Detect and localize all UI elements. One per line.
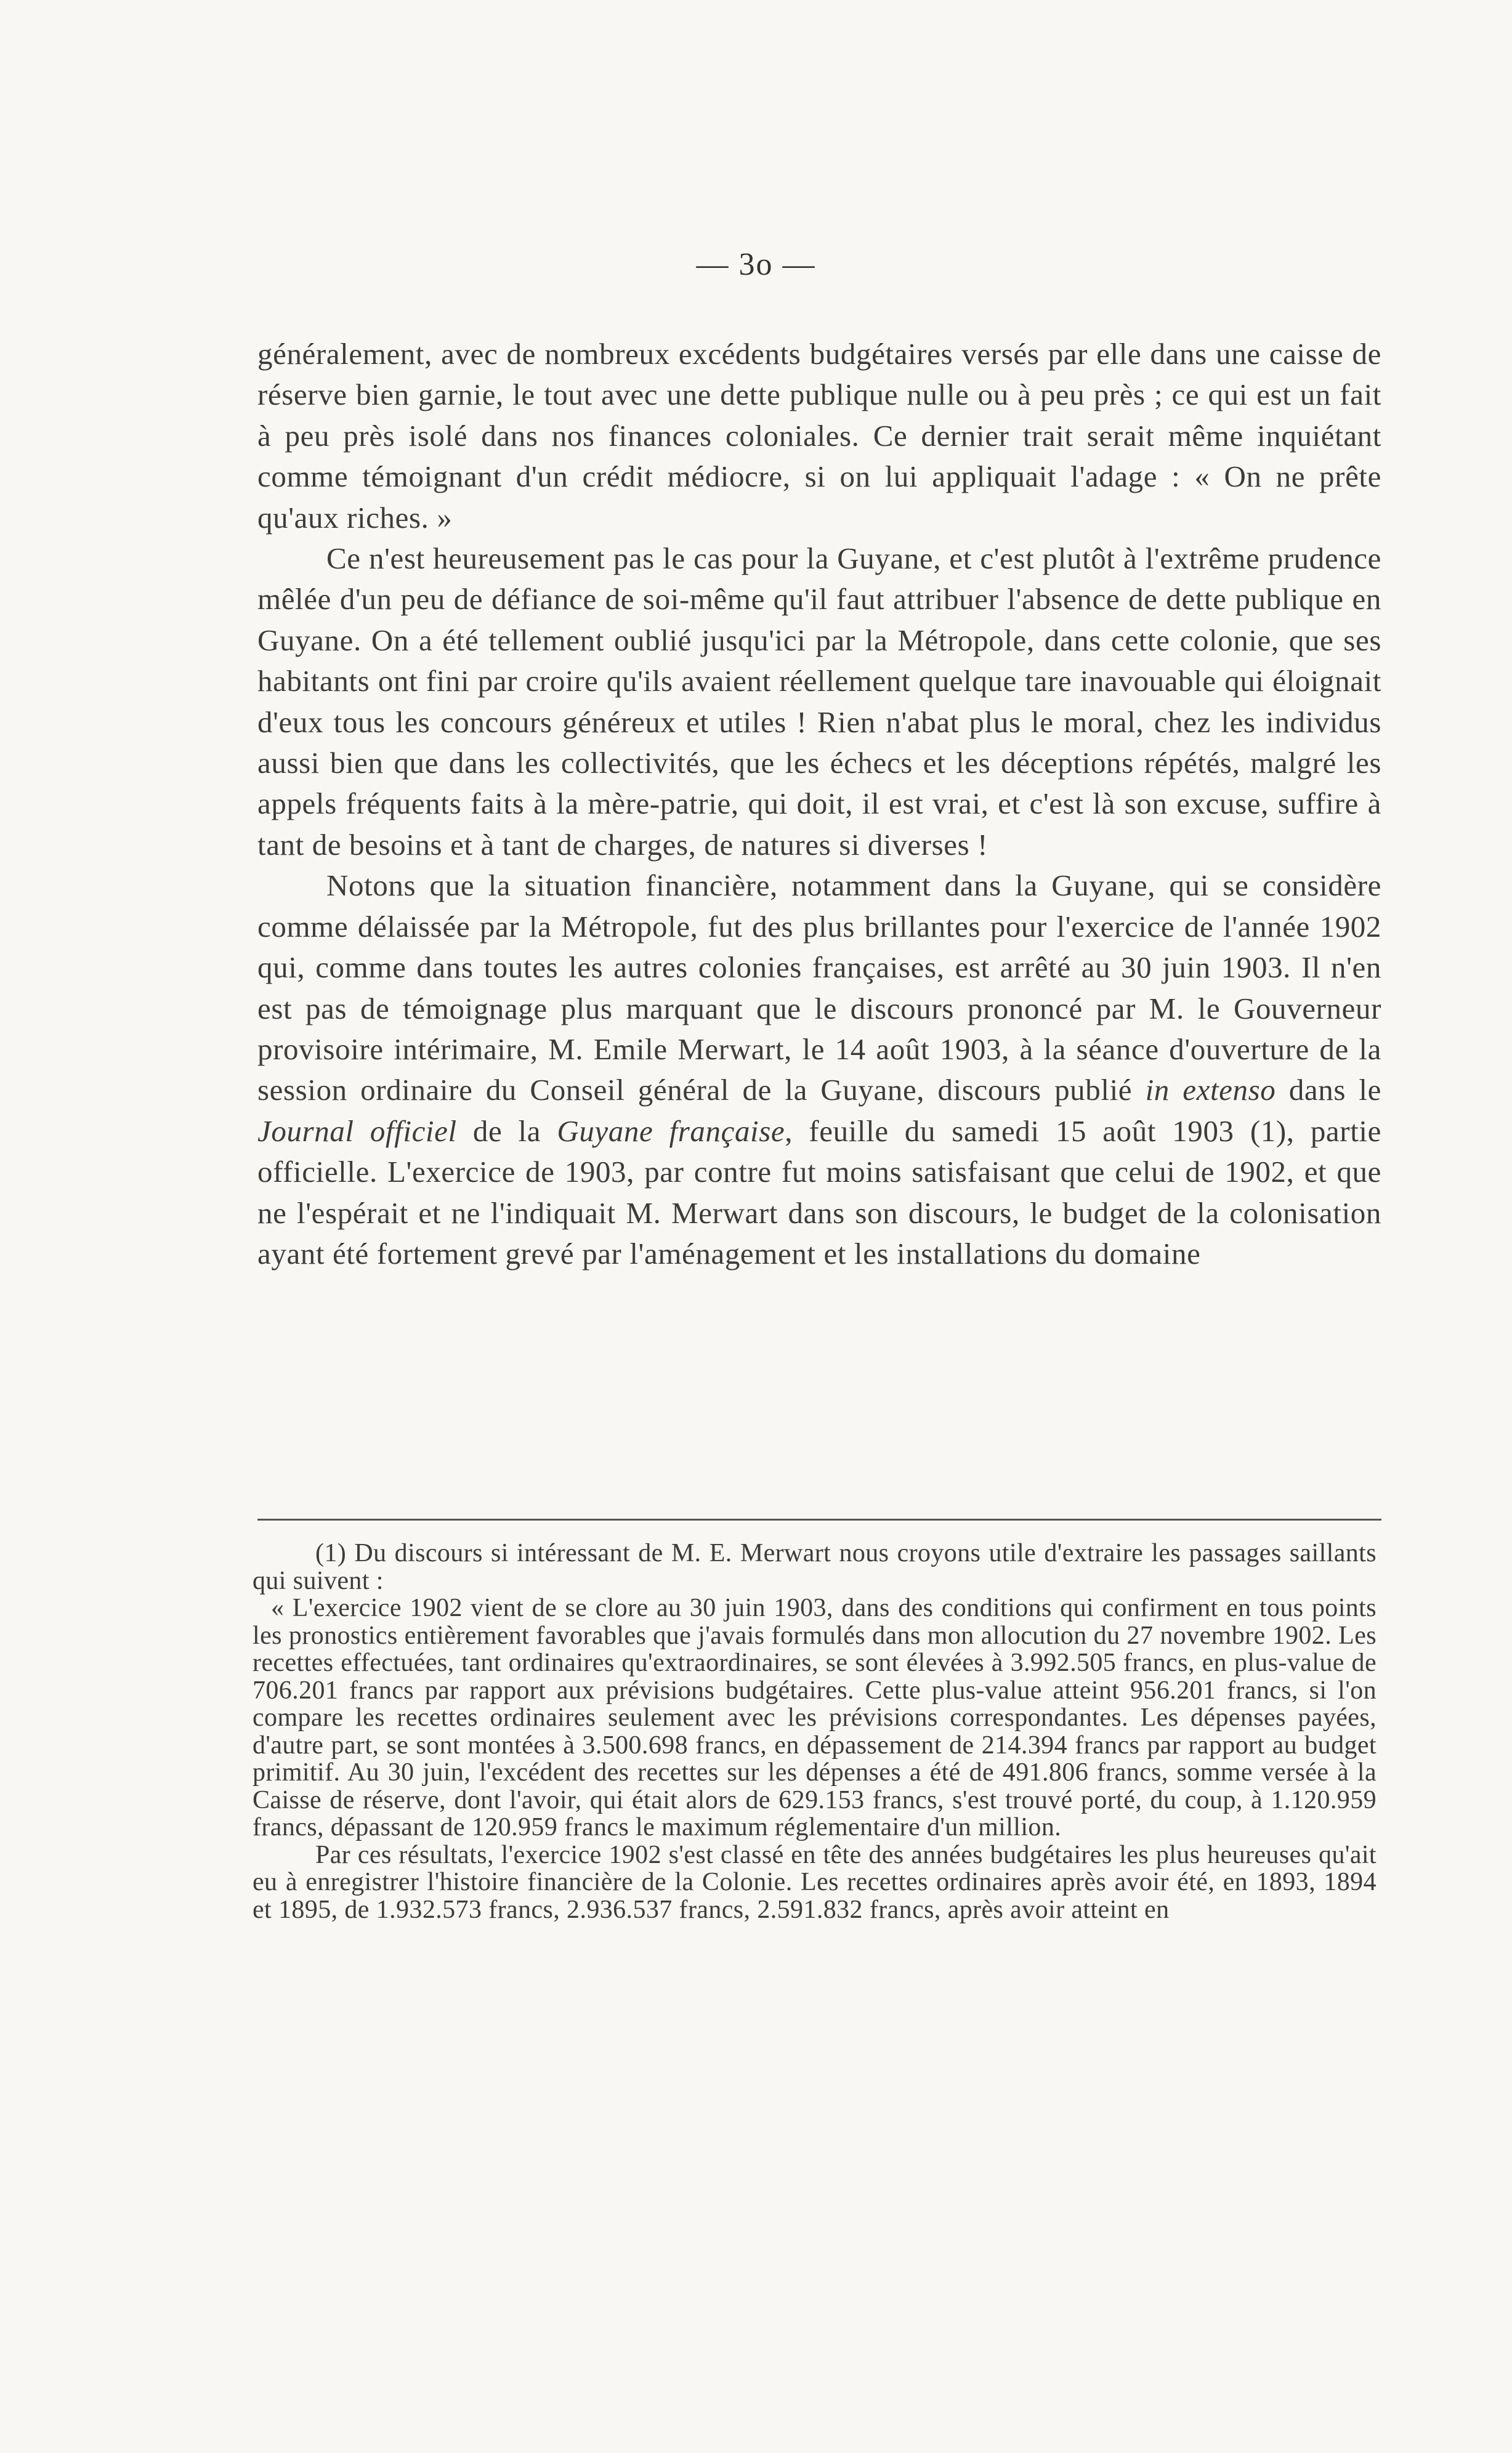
paragraph-3 [257, 865, 1381, 1274]
paragraph-3-italic-guyane: Guyane française [557, 1113, 785, 1148]
footnote-separator [257, 1519, 1381, 1521]
footnote-quote-2: Par ces résultats, l'exercice 1902 s'est classé en tête des années budgétaires les plus heureuses qu'ait eu à enregistrer l'histoire financière de la Colonie. Les recettes ordinaires après avoir été, en 1893, 1894 et 1895, de 1.932.573 francs, 2.936.537 francs, 2.591.832 francs, après avoir atteint en [253, 1840, 1377, 1924]
paragraph-3-italic-journal: Journal officiel [257, 1113, 457, 1148]
page-number: — 3o — [696, 247, 816, 282]
paragraph-3-end: , feuille du samedi 15 août 1903 (1), partie officielle. L'exercice de 1903, par contre fut moins satisfaisant que celui de 1902, et que ne l'espérait et ne l'indiquait M. Merwart dans son discours, le budget de la colonisation ayant été fortement grevé par l'aménagement et les installations du domaine [257, 1113, 1381, 1271]
paragraph-3-mid-2: de la [472, 1113, 541, 1148]
paragraph-3-italic-in-extenso: in extenso [1145, 1073, 1276, 1107]
main-text [257, 334, 1381, 1274]
footnotes [253, 1540, 1377, 1923]
paragraph-3-mid-1: dans le [1288, 1073, 1381, 1107]
paragraph-2: Ce n'est heureusement pas le cas pour la Guyane, et c'est plutôt à l'extrême prudence mêlée d'un peu de défiance de soi-même qu'il faut attribuer l'absence de dette publique en Guyane. On a été tellement oublié jusqu'ici par la Métropole, dans cette colonie, que ses habitants ont fini par croire qu'ils avaient réellement quelque tare inavouable qui éloignait d'eux tous les concours généreux et utiles ! Rien n'abat plus le moral, chez les individus aussi bien que dans les collectivités, que les échecs et les déceptions répétés, malgré les appels fréquents faits à la mère-patrie, qui doit, il est vrai, et c'est là son excuse, suffire à tant de besoins et à tant de charges, de natures si diverses ! [257, 541, 1381, 862]
footnote-intro: (1) Du discours si intéressant de M. E. Merwart nous croyons utile d'extraire les passages saillants qui suivent : [253, 1539, 1377, 1595]
footnote-quote-1: « L'exercice 1902 vient de se clore au 30 juin 1903, dans des conditions qui confirment en tous points les pronostics entièrement favorables que j'avais formulés dans mon allocution du 27 novembre 1902. Les recettes effectuées, tant ordinaires qu'extraordinaires, se sont élevées à 3.992.505 francs, en plus-value de 706.201 francs par rapport aux prévisions budgétaires. Cette plus-value atteint 956.201 francs, si l'on compare les recettes ordinaires seulement avec les prévisions correspondantes. Les dépenses payées, d'autre part, se sont montées à 3.500.698 francs, en dépassement de 214.394 francs par rapport au budget primitif. Au 30 juin, l'excédent des recettes sur les dépenses a été de 491.806 francs, somme versée à la Caisse de réserve, dont l'avoir, qui était alors de 629.153 francs, s'est trouvé porté, du coup, à 1.120.959 francs, dépassant de 120.959 francs le maximum réglementaire d'un million. [253, 1594, 1377, 1841]
paragraph-1: généralement, avec de nombreux excédents budgétaires versés par elle dans une caisse de réserve bien garnie, le tout avec une dette publique nulle ou à peu près ; ce qui est un fait à peu près isolé dans nos finances coloniales. Ce dernier trait serait même inquiétant comme témoignant d'un crédit médiocre, si on lui appliquait l'adage : « On ne prête qu'aux riches. » [257, 337, 1381, 535]
paragraph-3-start: Notons que la situation financière, notamment dans la Guyane, qui se considère comme délaissée par la Métropole, fut des plus brillantes pour l'exercice de l'année 1902 qui, comme dans toutes les autres colonies françaises, est arrêté au 30 juin 1903. Il n'en est pas de témoignage plus marquant que le discours prononcé par M. le Gouverneur provisoire intérimaire, M. Emile Merwart, le 14 août 1903, à la séance d'ouverture de la session ordinaire du Conseil général de la Guyane, discours publié [257, 868, 1381, 1107]
